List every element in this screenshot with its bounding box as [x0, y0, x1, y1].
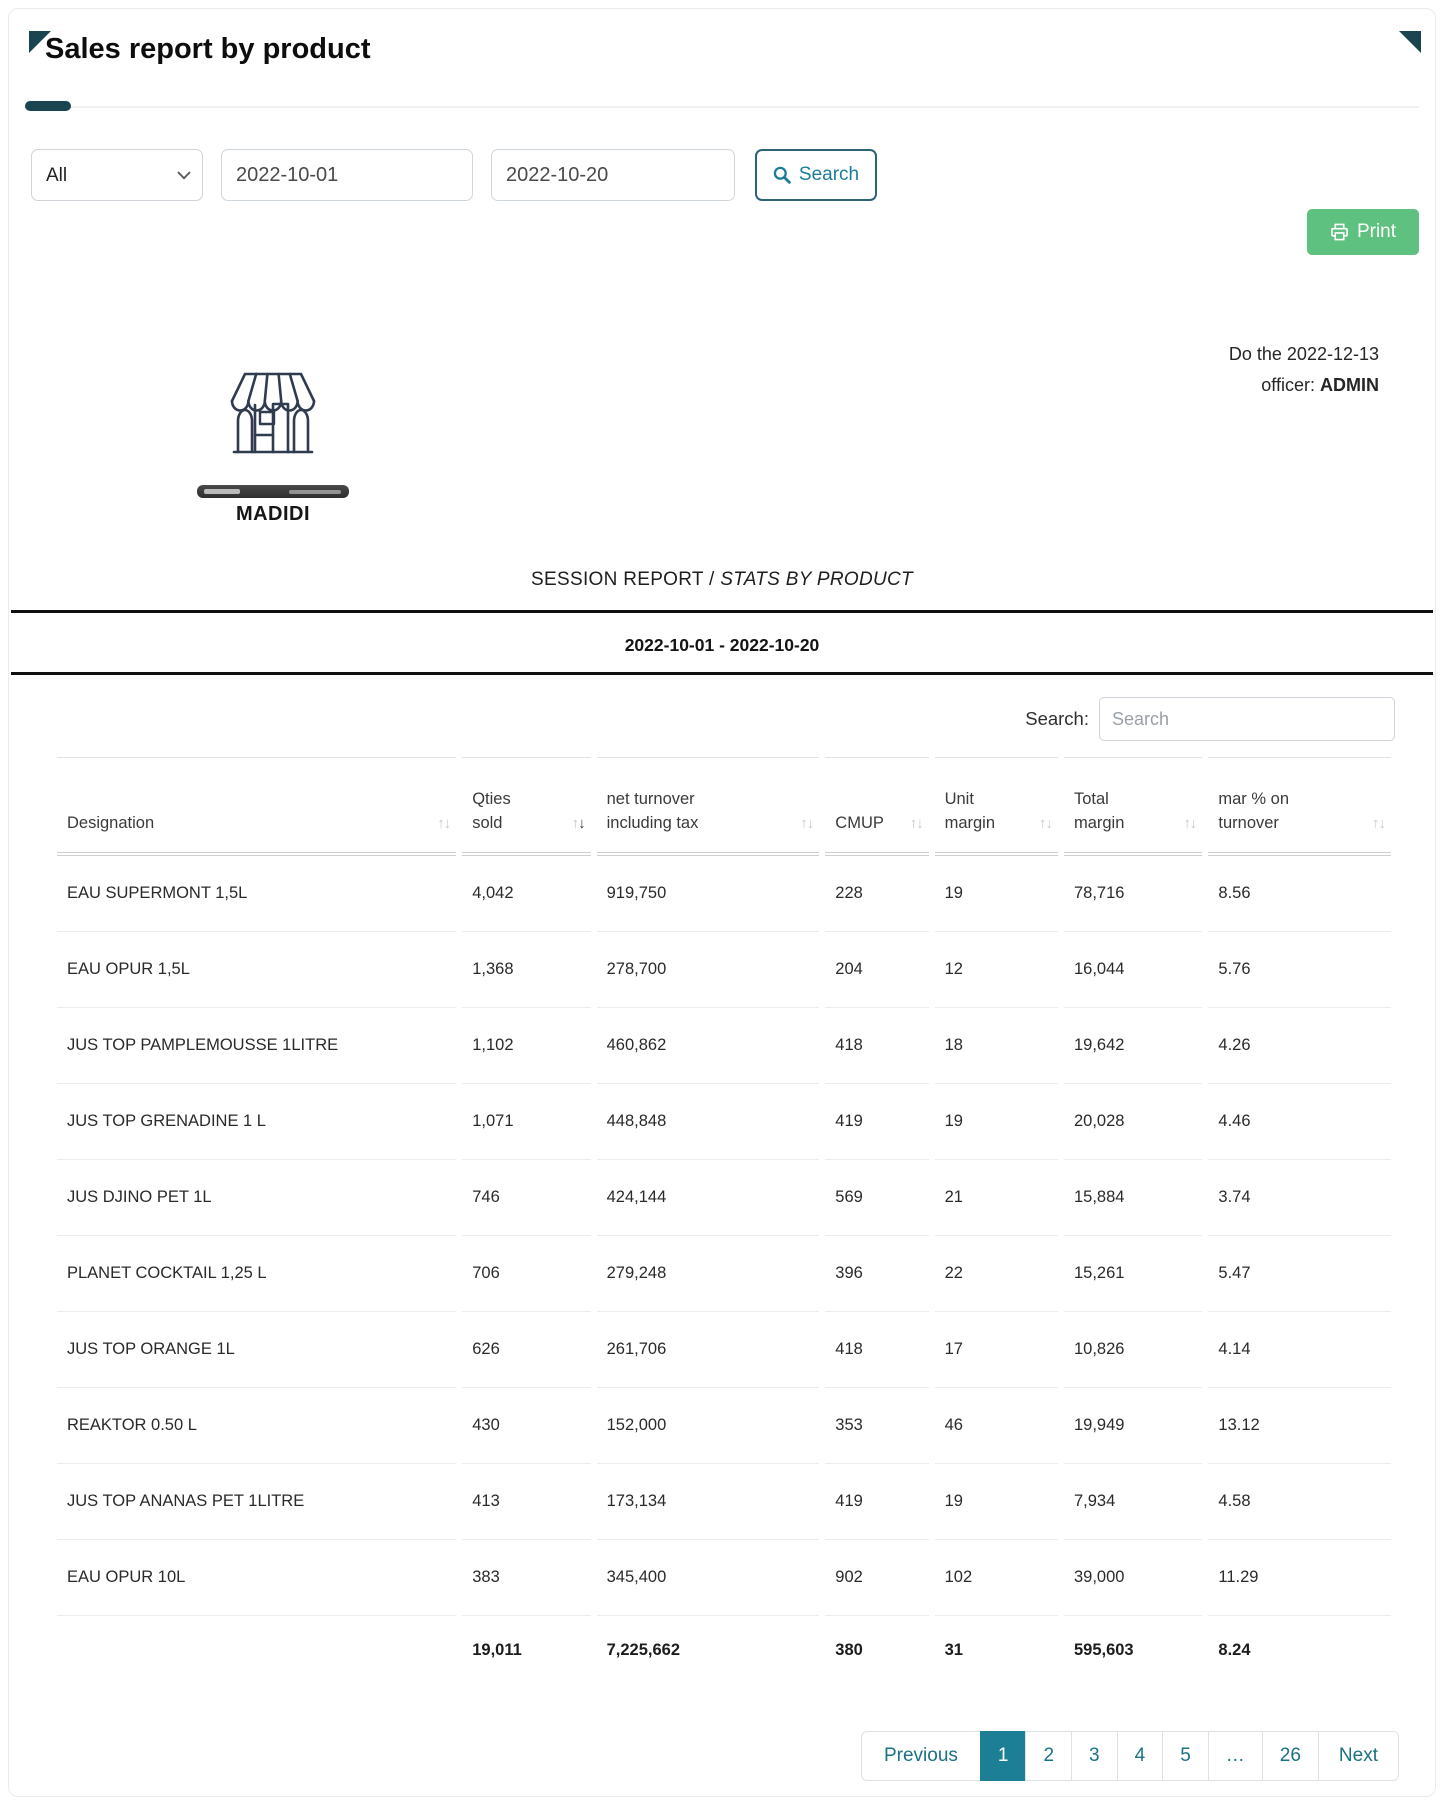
title-divider — [25, 106, 1419, 108]
totals-cell — [57, 1616, 456, 1685]
storefront-icon — [225, 371, 321, 455]
column-header-total-margin[interactable] — [1064, 757, 1202, 856]
sort-arrows-icon: ↑↓ — [1372, 815, 1385, 833]
search-button-label: Search — [798, 164, 860, 185]
column-header-label: net turnover including tax — [606, 790, 699, 832]
session-subtitle: STATS BY PRODUCT — [720, 569, 913, 590]
pagination-page-26[interactable]: 26 — [1262, 1731, 1319, 1781]
table-row — [57, 856, 1391, 932]
cell-value: 460,862 — [597, 1008, 820, 1084]
cell-value: 626 — [462, 1312, 590, 1388]
cell-value: 8.56 — [1208, 856, 1391, 932]
cell-value: 17 — [935, 1312, 1058, 1388]
cell-value: 278,700 — [597, 932, 820, 1008]
totals-cell: 595,603 — [1073, 1640, 1134, 1659]
cell-value: 19,642 — [1064, 1008, 1202, 1084]
title-accent-bar — [25, 101, 71, 111]
cell-value: 5.76 — [1208, 932, 1391, 1008]
cell-value: 1,102 — [462, 1008, 590, 1084]
cell-value: 102 — [935, 1540, 1058, 1616]
pagination-ellipsis: … — [1208, 1731, 1263, 1781]
cell-designation: JUS TOP ORANGE 1L — [57, 1312, 456, 1388]
sort-arrows-icon: ↑↓ — [909, 815, 923, 833]
cell-value: 19 — [935, 1464, 1058, 1540]
cell-designation: EAU OPUR 10L — [57, 1540, 456, 1616]
cell-value: 569 — [825, 1160, 928, 1236]
session-title: SESSION REPORT / — [531, 569, 715, 590]
column-header-label: Unit margin — [944, 790, 996, 832]
cell-value: 228 — [825, 856, 928, 932]
period-heading: 2022-10-01 - 2022-10-20 — [624, 635, 820, 655]
column-header-label: Total margin — [1073, 790, 1125, 832]
pagination-page-4[interactable]: 4 — [1117, 1731, 1164, 1781]
table-body — [57, 856, 1391, 1616]
column-header-label: mar % on turnover — [1218, 790, 1289, 832]
session-heading — [9, 569, 1435, 591]
cell-value: 12 — [935, 932, 1058, 1008]
cell-value: 4,042 — [462, 856, 590, 932]
cell-value: 1,071 — [462, 1084, 590, 1160]
cell-value: 7,934 — [1064, 1464, 1202, 1540]
cell-value: 15,884 — [1064, 1160, 1202, 1236]
cell-value: 39,000 — [1064, 1540, 1202, 1616]
cell-designation: EAU SUPERMONT 1,5L — [57, 856, 456, 932]
sort-arrows-icon: ↑↓ — [1183, 815, 1197, 833]
pagination-next[interactable]: Next — [1318, 1731, 1399, 1781]
cell-value: 3.74 — [1208, 1160, 1391, 1236]
cell-value: 152,000 — [597, 1388, 820, 1464]
cell-value: 448,848 — [597, 1084, 820, 1160]
totals-cell: 31 — [944, 1640, 963, 1659]
cell-value: 20,028 — [1064, 1084, 1202, 1160]
table-row — [57, 1464, 1391, 1540]
sort-arrows-icon: ↑↓ — [571, 815, 585, 833]
search-button[interactable] — [755, 149, 877, 201]
column-header-mar-%-on-turnover[interactable] — [1208, 757, 1391, 856]
cell-value: 19,949 — [1064, 1388, 1202, 1464]
sort-arrows-icon: ↑↓ — [1038, 815, 1052, 833]
cell-value: 919,750 — [597, 856, 820, 932]
cell-value: 5.47 — [1208, 1236, 1391, 1312]
report-card — [8, 8, 1436, 1797]
sort-arrows-icon: ↑↓ — [437, 815, 451, 833]
cell-value: 18 — [935, 1008, 1058, 1084]
cell-value: 204 — [825, 932, 928, 1008]
cell-designation: REAKTOR 0.50 L — [57, 1388, 456, 1464]
report-meta — [1229, 339, 1379, 401]
cell-value: 353 — [825, 1388, 928, 1464]
totals-cell: 380 — [835, 1640, 863, 1659]
cell-value: 46 — [935, 1388, 1058, 1464]
print-button[interactable] — [1307, 209, 1419, 255]
table-row — [57, 1160, 1391, 1236]
cell-value: 261,706 — [597, 1312, 820, 1388]
pagination-previous[interactable]: Previous — [861, 1731, 981, 1781]
cell-value: 424,144 — [597, 1160, 820, 1236]
cell-value: 13.12 — [1208, 1388, 1391, 1464]
table-search-row — [1025, 697, 1395, 741]
column-header-designation[interactable] — [57, 757, 456, 856]
cell-value: 4.46 — [1208, 1084, 1391, 1160]
table-row — [57, 1312, 1391, 1388]
cell-value: 78,716 — [1064, 856, 1202, 932]
cell-value: 746 — [462, 1160, 590, 1236]
cell-value: 279,248 — [597, 1236, 820, 1312]
totals-cell: 8.24 — [1218, 1640, 1251, 1659]
pagination-page-1[interactable]: 1 — [980, 1731, 1027, 1781]
column-header-unit-margin[interactable] — [935, 757, 1058, 856]
store-block — [197, 371, 349, 526]
cell-value: 15,261 — [1064, 1236, 1202, 1312]
printer-icon — [1330, 223, 1349, 241]
category-select-wrap — [31, 149, 203, 201]
cell-designation: JUS DJINO PET 1L — [57, 1160, 456, 1236]
table-row — [57, 1388, 1391, 1464]
cell-value: 396 — [825, 1236, 928, 1312]
cell-value: 1,368 — [462, 932, 590, 1008]
column-header-label: CMUP — [835, 813, 884, 832]
cell-value: 19 — [935, 856, 1058, 932]
cell-value: 902 — [825, 1540, 928, 1616]
pagination-page-5[interactable]: 5 — [1162, 1731, 1209, 1781]
sort-arrows-icon: ↑↓ — [800, 815, 814, 833]
cell-value: 418 — [825, 1008, 928, 1084]
print-button-label: Print — [1356, 221, 1397, 242]
cell-value: 10,826 — [1064, 1312, 1202, 1388]
search-icon — [773, 166, 791, 184]
cell-value: 16,044 — [1064, 932, 1202, 1008]
cell-value: 345,400 — [597, 1540, 820, 1616]
divider-top — [11, 610, 1433, 613]
cell-value: 4.58 — [1208, 1464, 1391, 1540]
table-row — [57, 1008, 1391, 1084]
cell-value: 173,134 — [597, 1464, 820, 1540]
pagination — [861, 1731, 1399, 1781]
column-header-label: Designation — [67, 813, 155, 832]
cell-designation: JUS TOP ANANAS PET 1LITRE — [57, 1464, 456, 1540]
cell-value: 21 — [935, 1160, 1058, 1236]
table-row — [57, 1540, 1391, 1616]
totals-cell: 19,011 — [472, 1640, 522, 1659]
cell-value: 419 — [825, 1464, 928, 1540]
cell-value: 4.14 — [1208, 1312, 1391, 1388]
cell-value: 418 — [825, 1312, 928, 1388]
table-row — [57, 1084, 1391, 1160]
stats-table — [51, 757, 1397, 1685]
divider-bottom — [11, 672, 1433, 675]
cell-designation: JUS TOP GRENADINE 1 L — [57, 1084, 456, 1160]
category-select[interactable] — [31, 149, 203, 201]
totals-row — [57, 1616, 1391, 1685]
table-header-row — [57, 757, 1391, 856]
column-header-net-turnover-including-tax[interactable] — [597, 757, 820, 856]
pagination-page-3[interactable]: 3 — [1071, 1731, 1118, 1781]
cell-value: 11.29 — [1208, 1540, 1391, 1616]
filter-bar — [31, 149, 877, 201]
corner-triangle-right-icon — [1399, 31, 1421, 53]
cell-value: 430 — [462, 1388, 590, 1464]
stats-table-wrap — [51, 757, 1397, 1685]
column-header-label: Qties sold — [472, 790, 511, 832]
cell-designation: JUS TOP PAMPLEMOUSSE 1LITRE — [57, 1008, 456, 1084]
table-row — [57, 1236, 1391, 1312]
store-banner-strip — [197, 485, 349, 498]
table-row — [57, 932, 1391, 1008]
cell-value: 419 — [825, 1084, 928, 1160]
cell-value: 19 — [935, 1084, 1058, 1160]
store-name: MADIDI — [235, 503, 311, 525]
date-to-input[interactable] — [491, 149, 735, 201]
cell-designation: EAU OPUR 1,5L — [57, 932, 456, 1008]
column-header-cmup[interactable] — [825, 757, 928, 856]
officer-line — [1229, 370, 1379, 401]
cell-value: 706 — [462, 1236, 590, 1312]
column-header-qties-sold[interactable] — [462, 757, 590, 856]
cell-value: 383 — [462, 1540, 590, 1616]
page-title: Sales report by product — [45, 33, 371, 65]
table-search-input[interactable] — [1099, 697, 1395, 741]
officer-name: ADMIN — [1320, 375, 1379, 395]
cell-value: 413 — [462, 1464, 590, 1540]
cell-value: 4.26 — [1208, 1008, 1391, 1084]
pagination-page-2[interactable]: 2 — [1025, 1731, 1072, 1781]
date-from-input[interactable] — [221, 149, 473, 201]
cell-designation: PLANET COCKTAIL 1,25 L — [57, 1236, 456, 1312]
totals-cell: 7,225,662 — [606, 1640, 681, 1659]
cell-value: 22 — [935, 1236, 1058, 1312]
officer-label: officer: — [1261, 375, 1315, 395]
table-search-label: Search: — [1025, 708, 1089, 729]
report-date-line: Do the 2022-12-13 — [1228, 344, 1379, 364]
